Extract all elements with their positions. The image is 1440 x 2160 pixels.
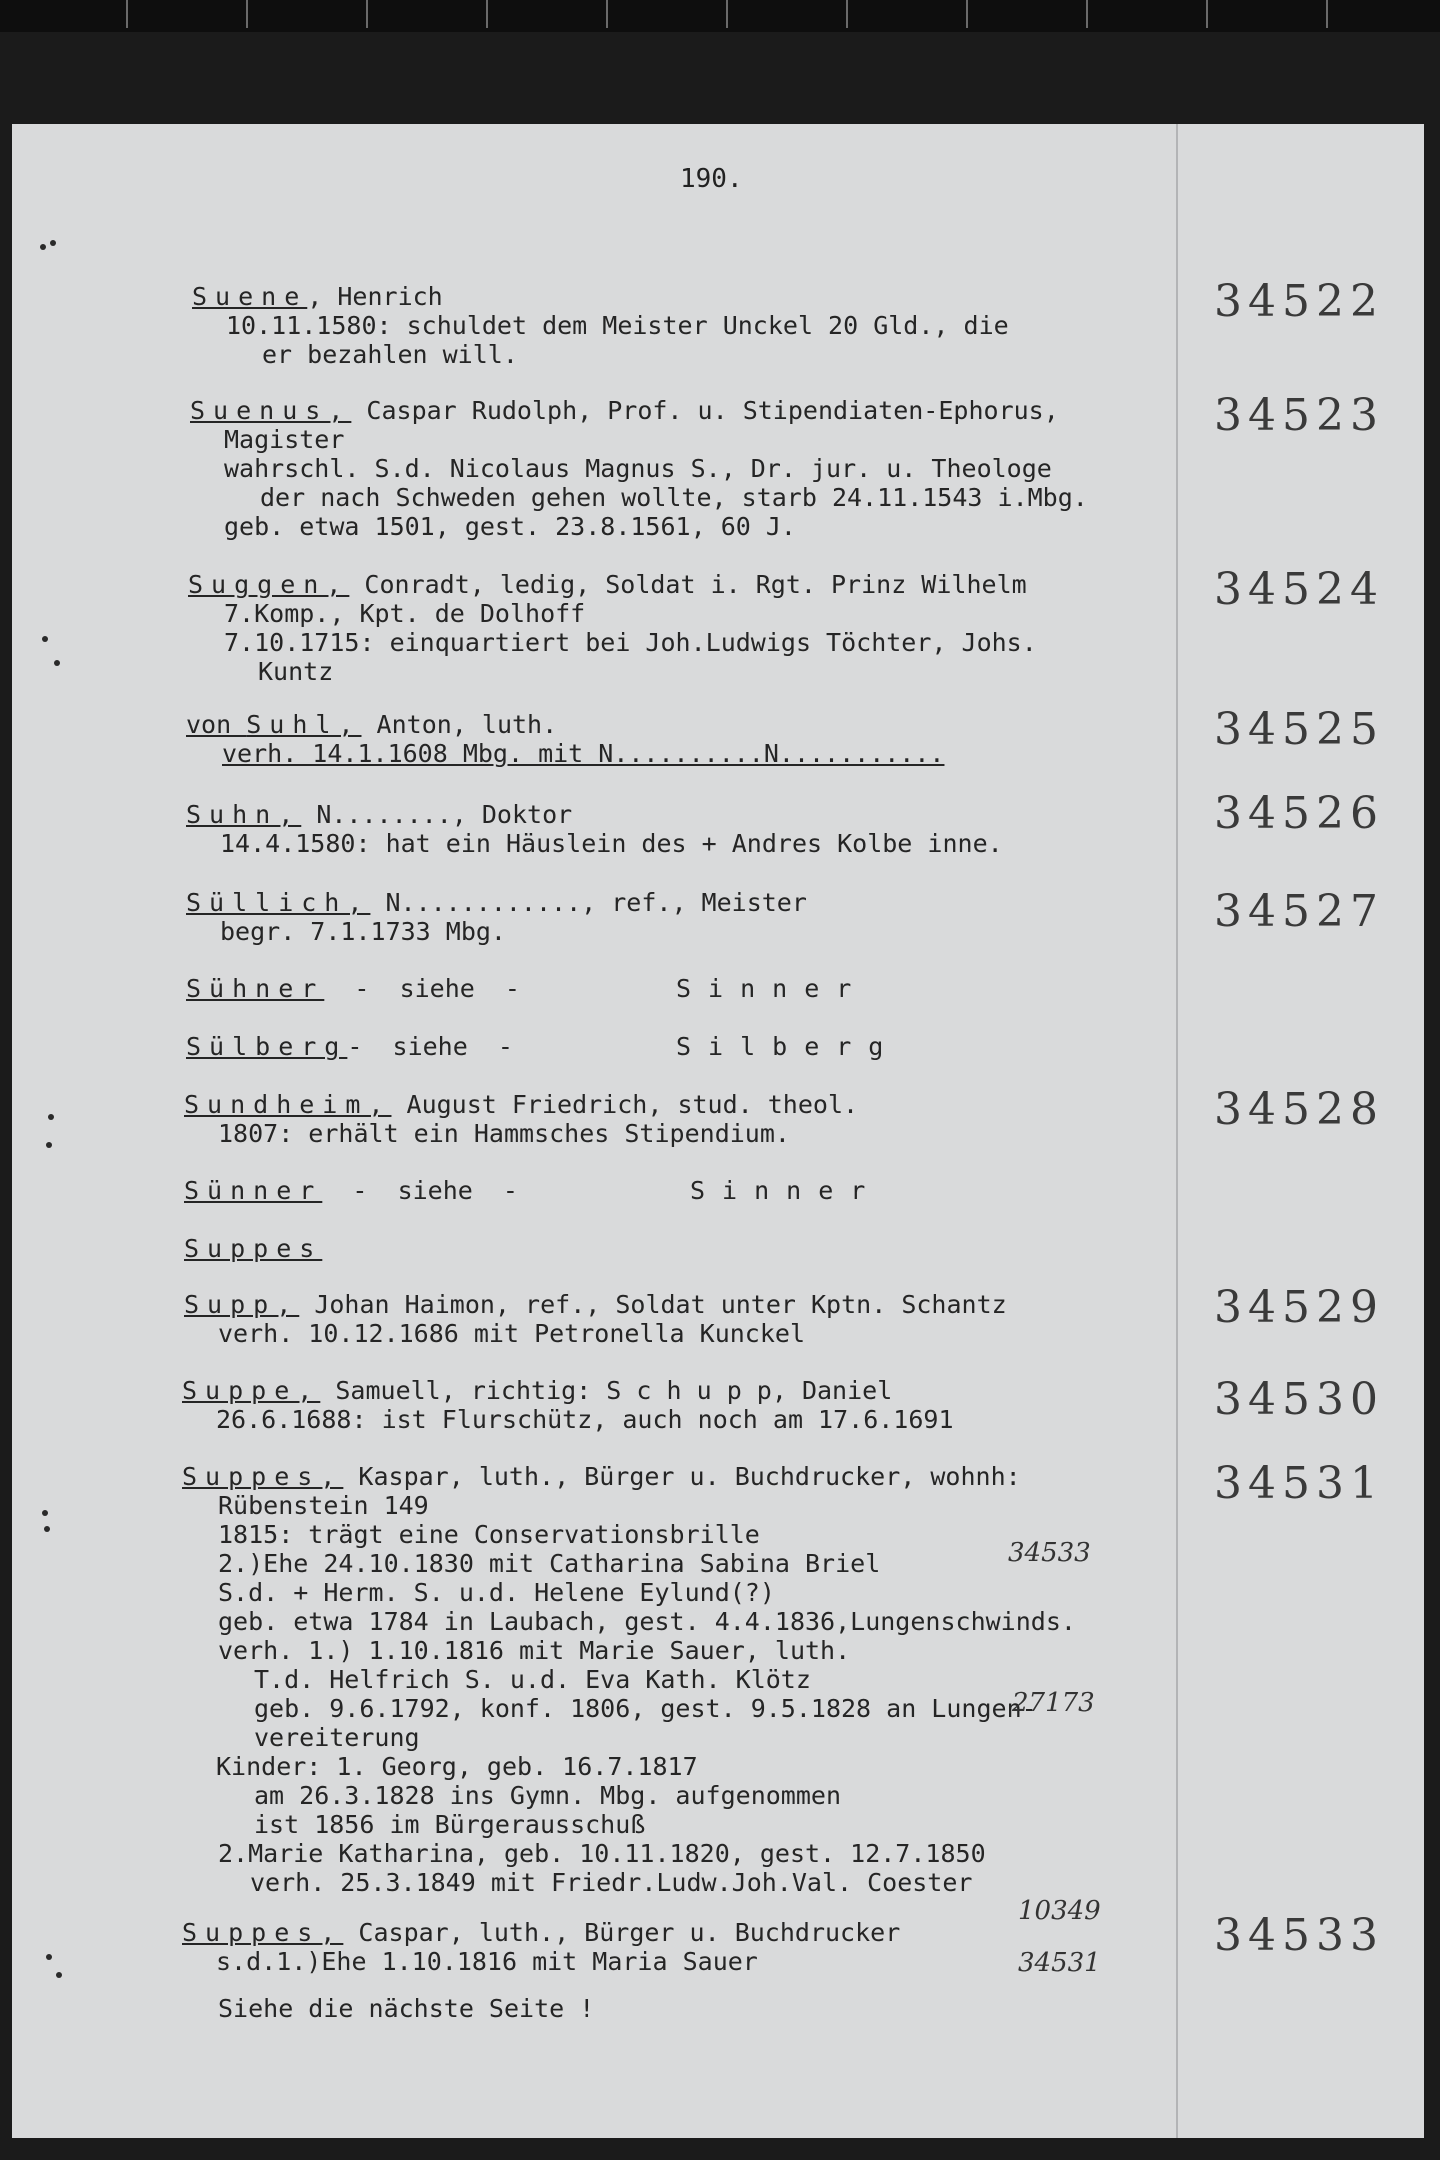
- entry-line: T.d. Helfrich S. u.d. Eva Kath. Klötz: [254, 1665, 811, 1694]
- surname: Supp,: [184, 1290, 300, 1319]
- given-names: Anton, luth.: [361, 710, 558, 739]
- reference-target: Sinner: [690, 1176, 883, 1205]
- entry-heading: [182, 1918, 900, 1947]
- reference-target: Sinner: [676, 974, 869, 1003]
- given-names: Caspar, luth., Bürger u. Buchdrucker: [343, 1918, 901, 1947]
- punch-hole: [42, 636, 48, 642]
- see-label: - siehe -: [347, 1032, 513, 1061]
- surname: Suhn,: [186, 800, 302, 829]
- index-card-page: [12, 124, 1424, 2138]
- entry-heading: [184, 1234, 322, 1263]
- entry-heading: [186, 1032, 513, 1061]
- record-number: 34533: [1214, 1910, 1384, 1961]
- strip-tick: [606, 0, 608, 28]
- entry-line: verh. 25.3.1849 mit Friedr.Ludw.Joh.Val. Coester: [250, 1868, 973, 1897]
- entry-line: Kuntz: [258, 657, 334, 686]
- entry-line: 1807: erhält ein Hammsches Stipendium.: [218, 1119, 790, 1148]
- entry-heading: [192, 282, 443, 311]
- surname: Sühner: [186, 974, 325, 1003]
- given-names: Kaspar, luth., Bürger u. Buchdrucker, wohnh:: [343, 1462, 1021, 1491]
- punch-hole: [50, 240, 56, 246]
- entry-line: begr. 7.1.1733 Mbg.: [220, 917, 506, 946]
- record-number: 34526: [1214, 788, 1384, 839]
- handwritten-note: 34533: [1008, 1538, 1091, 1568]
- see-label: - siehe -: [324, 974, 520, 1003]
- entry-line: der nach Schweden gehen wollte, starb 24.11.1543 i.Mbg.: [260, 483, 1088, 512]
- entry-heading: [184, 1176, 518, 1205]
- entry-line: verh. 14.1.1608 Mbg. mit N..........N...........: [222, 739, 945, 768]
- strip-tick: [246, 0, 248, 28]
- strip-tick: [1326, 0, 1328, 28]
- strip-tick: [1086, 0, 1088, 28]
- surname: Suppes: [184, 1234, 323, 1263]
- given-names: Conradt, ledig, Soldat i. Rgt. Prinz Wilhelm: [349, 570, 1027, 599]
- surname: Sundheim,: [184, 1090, 392, 1119]
- entry-line: Rübenstein 149: [218, 1491, 429, 1520]
- punch-hole: [46, 1142, 52, 1148]
- entry-line: am 26.3.1828 ins Gymn. Mbg. aufgenommen: [254, 1781, 841, 1810]
- entry-line: verh. 1.) 1.10.1816 mit Marie Sauer, luth.: [218, 1636, 851, 1665]
- strip-tick: [366, 0, 368, 28]
- entry-line: 7.Komp., Kpt. de Dolhoff: [224, 599, 586, 628]
- strip-tick: [726, 0, 728, 28]
- record-number: 34530: [1214, 1374, 1384, 1425]
- entry-line: 26.6.1688: ist Flurschütz, auch noch am 17.6.1691: [216, 1405, 954, 1434]
- entry-line: ist 1856 im Bürgerausschuß: [254, 1810, 646, 1839]
- footer-note: Siehe die nächste Seite !: [218, 1994, 595, 2023]
- entry-line: Kinder: 1. Georg, geb. 16.7.1817: [216, 1752, 698, 1781]
- see-label: - siehe -: [322, 1176, 518, 1205]
- punch-hole: [44, 1526, 50, 1532]
- strip-tick: [966, 0, 968, 28]
- surname: Sülberg: [186, 1032, 348, 1061]
- given-names: August Friedrich, stud. theol.: [391, 1090, 859, 1119]
- surname: Suppes,: [182, 1462, 344, 1491]
- punch-hole: [42, 1510, 48, 1516]
- surname: Sünner: [184, 1176, 323, 1205]
- entry-line: 1815: trägt eine Conservationsbrille: [218, 1520, 760, 1549]
- surname: Süllich,: [186, 888, 371, 917]
- handwritten-note: 27173: [1012, 1688, 1095, 1718]
- handwritten-note: 10349: [1018, 1896, 1101, 1926]
- surname: Suppes,: [182, 1918, 344, 1947]
- punch-hole: [40, 244, 46, 250]
- punch-hole: [46, 1954, 52, 1960]
- record-number: 34529: [1214, 1282, 1384, 1333]
- entry-line: wahrschl. S.d. Nicolaus Magnus S., Dr. jur. u. Theologe: [224, 454, 1052, 483]
- entry-line: Magister: [224, 425, 345, 454]
- entry-line: 7.10.1715: einquartiert bei Joh.Ludwigs Töchter, Johs.: [224, 628, 1037, 657]
- entry-line: S.d. + Herm. S. u.d. Helene Eylund(?): [218, 1578, 775, 1607]
- entry-line: 10.11.1580: schuldet dem Meister Unckel 20 Gld., die: [226, 311, 1009, 340]
- page-number: 190.: [680, 164, 743, 194]
- given-names: N............, ref., Meister: [370, 888, 807, 917]
- entry-heading: [190, 396, 1059, 425]
- given-names: , Henrich: [307, 282, 443, 311]
- entry-line: 2.Marie Katharina, geb. 10.11.1820, gest. 12.7.1850: [218, 1839, 986, 1868]
- punch-hole: [54, 660, 60, 666]
- entry-line: 14.4.1580: hat ein Häuslein des + Andres Kolbe inne.: [220, 829, 1003, 858]
- surname: Suppe,: [182, 1376, 321, 1405]
- entry-line: geb. etwa 1784 in Laubach, gest. 4.4.1836,Lungenschwinds.: [218, 1607, 1076, 1636]
- scanner-top-strip: [0, 0, 1440, 32]
- entry-heading: [186, 888, 807, 917]
- entry-line: geb. 9.6.1792, konf. 1806, gest. 9.5.1828 an Lungen-: [254, 1694, 1037, 1723]
- entry-heading: [188, 570, 1027, 599]
- record-number: 34528: [1214, 1084, 1384, 1135]
- strip-tick: [846, 0, 848, 28]
- record-number: 34527: [1214, 886, 1384, 937]
- entry-heading: [184, 1290, 1007, 1319]
- record-number: 34531: [1214, 1458, 1384, 1509]
- entry-line: vereiterung: [254, 1723, 420, 1752]
- name-prefix: von: [186, 710, 247, 739]
- surname: Suene: [192, 282, 308, 311]
- entry-line: verh. 10.12.1686 mit Petronella Kunckel: [218, 1319, 805, 1348]
- record-number: 34525: [1214, 704, 1384, 755]
- reference-target: Silberg: [676, 1032, 901, 1061]
- punch-hole: [56, 1972, 62, 1978]
- entry-heading: [182, 1462, 1021, 1491]
- entry-heading: [186, 710, 557, 739]
- record-number: 34523: [1214, 390, 1384, 441]
- given-names: N........, Doktor: [301, 800, 573, 829]
- punch-hole: [48, 1114, 54, 1120]
- entry-line: 2.)Ehe 24.10.1830 mit Catharina Sabina Briel: [218, 1549, 881, 1578]
- given-names: Johan Haimon, ref., Soldat unter Kptn. Schantz: [299, 1290, 1007, 1319]
- entry-line: er bezahlen will.: [262, 340, 518, 369]
- record-number: 34524: [1214, 564, 1384, 615]
- given-names: Caspar Rudolph, Prof. u. Stipendiaten-Ephorus,: [351, 396, 1059, 425]
- entry-heading: [186, 800, 572, 829]
- entry-heading: [182, 1376, 892, 1405]
- record-number: 34522: [1214, 276, 1384, 327]
- entry-heading: [184, 1090, 858, 1119]
- surname: Suhl,: [246, 710, 362, 739]
- handwritten-note: 34531: [1018, 1948, 1101, 1978]
- margin-rule: [1176, 124, 1178, 2138]
- strip-tick: [1206, 0, 1208, 28]
- strip-tick: [486, 0, 488, 28]
- surname: Suggen,: [188, 570, 350, 599]
- surname: Suenus,: [190, 396, 352, 425]
- given-names: Samuell, richtig: S c h u p p, Daniel: [320, 1376, 893, 1405]
- strip-tick: [126, 0, 128, 28]
- entry-line: s.d.1.)Ehe 1.10.1816 mit Maria Sauer: [216, 1947, 758, 1976]
- entry-line: geb. etwa 1501, gest. 23.8.1561, 60 J.: [224, 512, 796, 541]
- entry-heading: [186, 974, 520, 1003]
